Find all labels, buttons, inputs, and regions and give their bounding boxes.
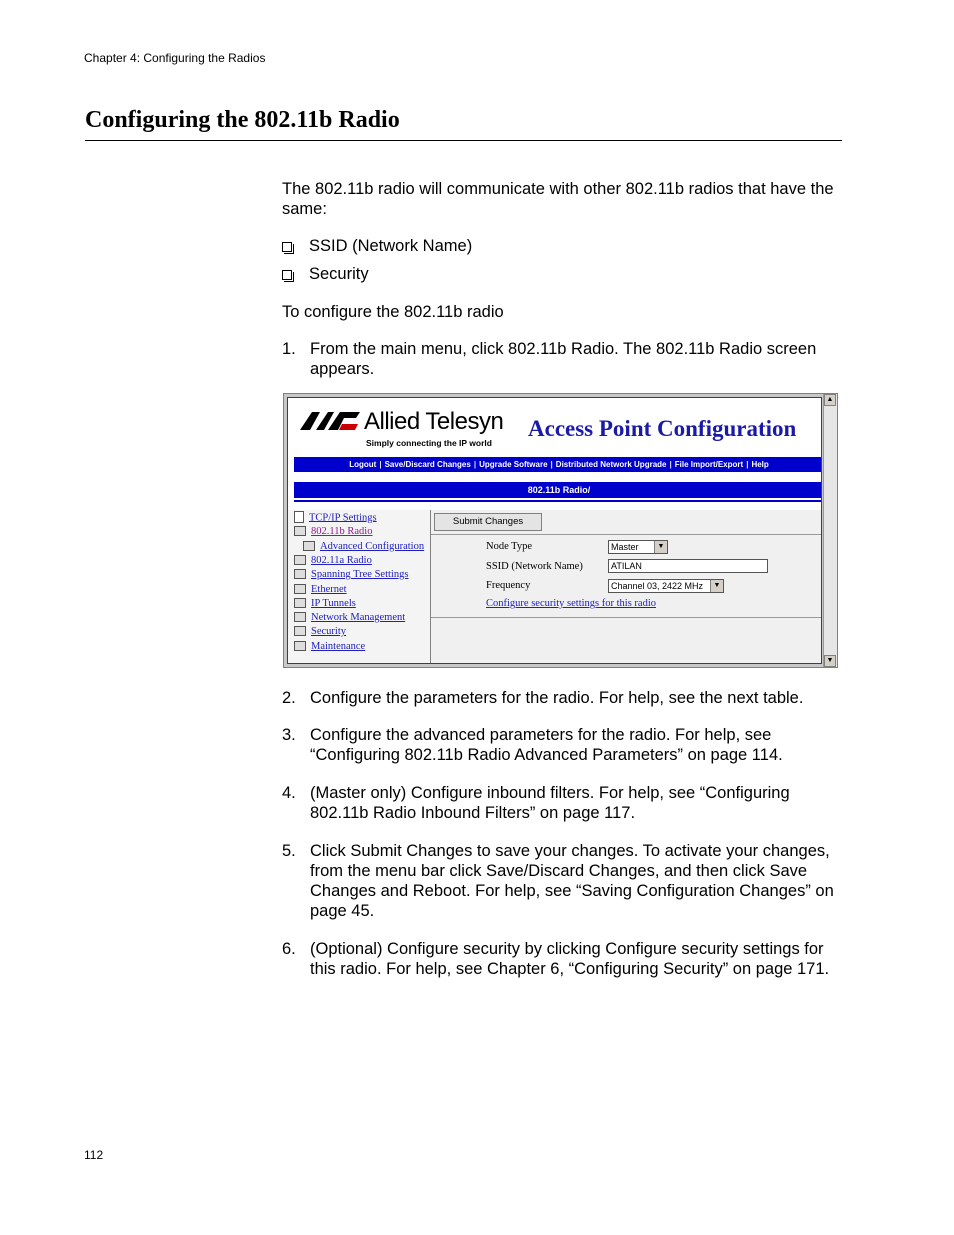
page-icon (294, 511, 304, 523)
page-number: 112 (84, 1148, 104, 1162)
menu-help[interactable]: Help (751, 460, 769, 469)
bullet-text: Security (309, 265, 369, 283)
nav-spanning-tree[interactable]: Spanning Tree Settings (294, 569, 408, 580)
logo-name: Allied Telesyn (364, 408, 504, 435)
step-number: 1. (282, 340, 296, 358)
frequency-label: Frequency (486, 580, 531, 591)
bullet-item (282, 264, 369, 284)
breadcrumb: 802.11b Radio/ (294, 482, 822, 498)
allied-telesyn-logo (298, 406, 518, 450)
step-item (282, 688, 842, 708)
step-item (282, 841, 842, 921)
folder-icon (294, 569, 306, 579)
scroll-up-icon[interactable]: ▲ (824, 394, 836, 406)
content-pane (431, 510, 822, 664)
step-item (282, 783, 842, 823)
nav-advanced-configuration[interactable]: Advanced Configuration (303, 541, 424, 552)
folder-icon (294, 626, 306, 636)
folder-icon (294, 555, 306, 565)
menu-file-import-export[interactable]: File Import/Export (674, 460, 744, 469)
step-text: (Optional) Configure security by clicking Configure security settings for this radio. For help, see Chapter 6, “Configuring Security” on page 171. (310, 940, 830, 978)
step-number: 3. (282, 726, 296, 744)
step-item (282, 725, 842, 765)
title-rule (85, 140, 842, 141)
configure-security-link[interactable]: Configure security settings for this radio (486, 598, 657, 609)
nav-security[interactable]: Security (294, 626, 346, 637)
step-number: 4. (282, 784, 296, 802)
header-divider (294, 500, 822, 502)
logo-tagline: Simply connecting the IP world (366, 438, 492, 448)
bullet-item (282, 236, 472, 256)
bullet-text: SSID (Network Name) (309, 237, 473, 255)
step-text: Configure the advanced parameters for the radio. For help, see “Configuring 802.11b Radio Advanced Parameters” on page 114. (310, 726, 783, 764)
folder-icon (294, 612, 306, 622)
ssid-input[interactable]: ATILAN (608, 559, 768, 573)
step-text: Click Submit Changes to save your changes. To activate your changes, from the menu bar click Save/Discard Changes, and then click Save Changes and Reboot. For help, see “Saving Configuration Changes” on page 45. (310, 842, 834, 920)
step-text: Configure the parameters for the radio. For help, see the next table. (310, 689, 804, 707)
step-number: 5. (282, 842, 296, 860)
chevron-down-icon: ▼ (710, 580, 723, 592)
menu-distributed-upgrade[interactable]: Distributed Network Upgrade (555, 460, 667, 469)
folder-icon (303, 541, 315, 551)
nav-ip-tunnels[interactable]: IP Tunnels (294, 598, 356, 609)
frequency-select[interactable]: Channel 03, 2422 MHz ▼ (608, 579, 724, 593)
nav-80211a-radio[interactable]: 802.11a Radio (294, 555, 372, 566)
node-type-select[interactable]: Master ▼ (608, 540, 668, 554)
content-divider (431, 617, 822, 618)
content-divider (431, 534, 822, 535)
nav-maintenance[interactable]: Maintenance (294, 641, 365, 652)
menu-bar: Logout | Save/Discard Changes | Upgrade Software | Distributed Network Upgrade | File Import/Export | Help (294, 457, 822, 472)
nav-80211b-radio[interactable]: 802.11b Radio (294, 526, 372, 537)
folder-icon (294, 598, 306, 608)
chapter-header: Chapter 4: Configuring the Radios (84, 51, 266, 65)
step-item (282, 939, 842, 979)
ssid-label: SSID (Network Name) (486, 561, 583, 572)
menu-upgrade-software[interactable]: Upgrade Software (479, 460, 548, 469)
step-item (282, 339, 842, 379)
step-text: (Master only) Configure inbound filters. For help, see “Configuring 802.11b Radio Inbound Filters” on page 117. (310, 784, 790, 822)
menu-logout[interactable]: Logout (349, 460, 377, 469)
section-title: Configuring the 802.11b Radio (85, 107, 400, 133)
vertical-scrollbar[interactable] (823, 394, 837, 667)
lead-paragraph: To configure the 802.11b radio (282, 303, 504, 321)
intro-paragraph: The 802.11b radio will communicate with other 802.11b radios that have the same: (282, 180, 834, 218)
nav-network-management[interactable]: Network Management (294, 612, 405, 623)
screenshot-figure (283, 393, 838, 668)
folder-open-icon (294, 526, 306, 536)
node-type-label: Node Type (486, 541, 533, 552)
menu-save-discard[interactable]: Save/Discard Changes (384, 460, 471, 469)
logo-mark-icon (298, 410, 362, 432)
scroll-down-icon[interactable]: ▼ (824, 655, 836, 667)
browser-viewport (287, 397, 822, 664)
step-number: 6. (282, 940, 296, 958)
app-title: Access Point Configuration (528, 416, 797, 441)
checkbox-bullet-icon (282, 242, 292, 252)
nav-ethernet[interactable]: Ethernet (294, 584, 347, 595)
nav-tcpip-settings[interactable]: TCP/IP Settings (294, 512, 377, 524)
step-number: 2. (282, 689, 296, 707)
submit-changes-button[interactable]: Submit Changes (434, 513, 542, 531)
step-text: From the main menu, click 802.11b Radio. The 802.11b Radio screen appears. (310, 340, 817, 378)
chevron-down-icon: ▼ (654, 541, 667, 553)
folder-icon (294, 584, 306, 594)
folder-icon (294, 641, 306, 651)
left-nav (288, 510, 431, 664)
checkbox-bullet-icon (282, 270, 292, 280)
